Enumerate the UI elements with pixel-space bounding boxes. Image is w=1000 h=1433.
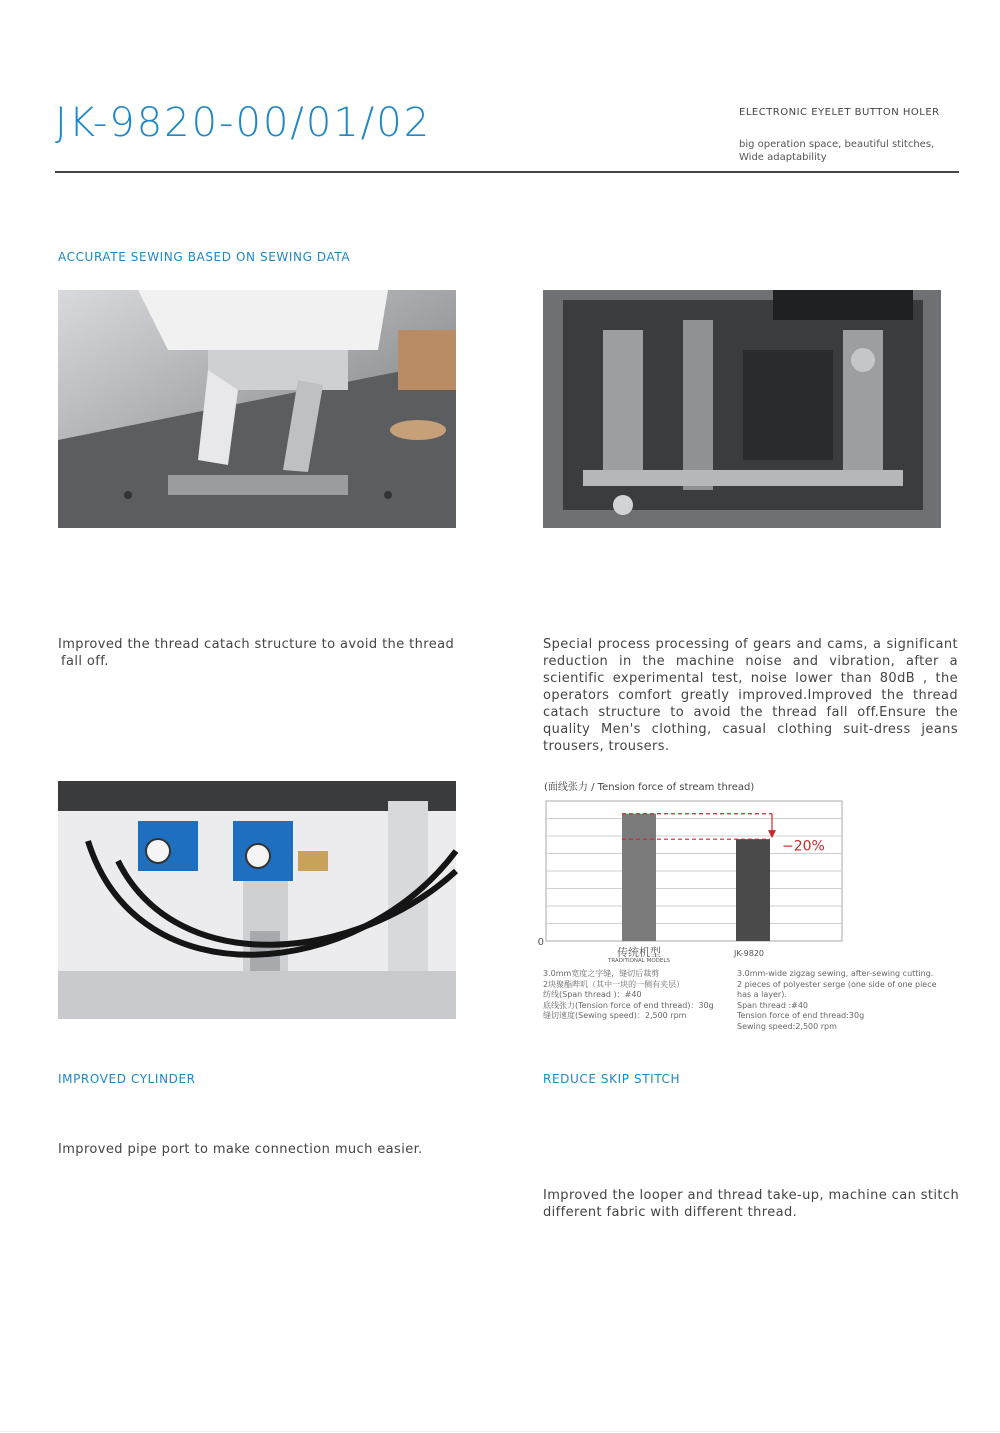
text-thread-catch [58, 636, 468, 670]
photo-gear-mechanism [543, 290, 941, 528]
bar-traditional-models [622, 814, 656, 941]
page-title: JK-9820-00/01/02 [55, 100, 432, 146]
category-sublabel-traditional: TRADITIONAL MODELS [608, 958, 670, 964]
text-looper-line-1: Improved the looper and thread take-up, machine can stitch [543, 1188, 960, 1203]
category-label-jk: JK-9820 [733, 949, 765, 958]
reduction-label: −20% [782, 838, 825, 855]
caption-jk-line: 2 pieces of polyester serge (one side of one piece [737, 979, 937, 989]
photo-air-regulator [58, 781, 456, 1019]
page-bottom-edge [0, 1431, 1000, 1432]
caption-jk-line: Tension force of end thread:30g [737, 1011, 865, 1020]
caption-traditional-line: 缝切速度(Sewing speed)：2,500 rpm [543, 1011, 687, 1020]
category-label-traditional: 传统机型 [617, 946, 661, 959]
chart-title: (面线张力 / Tension force of stream thread) [544, 782, 755, 793]
caption-jk-line: Span thread :#40 [737, 1000, 809, 1010]
caption-traditional-line: 3.0mm宽度之字缝，缝切后裁剪 [543, 969, 660, 978]
product-subtitle: ELECTRONIC EYELET BUTTON HOLER [739, 107, 940, 118]
text-noise-reduction: Special process processing of gears and cams, a significant reduction in the machine noise and vibration, after a scientific experimental test, noise lower than 80dB , the operators comfort greatly improved.Improved the thread catach structure to avoid the thread fall off.Ensure the quality Men's clothing, casual clothing suit-dress jeans trousers, trousers. [543, 637, 958, 754]
caption-traditional-line: 底线张力(Tension force of end thread)：30g [543, 1000, 714, 1010]
section-heading-accurate-sewing: ACCURATE SEWING BASED ON SEWING DATA [58, 250, 351, 264]
caption-traditional-line: 纺线(Span thread )：#40 [543, 990, 642, 999]
caption-jk-line: 3.0mm-wide zigzag sewing, after-sewing cutting. [737, 969, 934, 978]
caption-jk-line: Sewing speed:2,500 rpm [737, 1021, 837, 1031]
caption-jk [737, 969, 962, 1032]
text-pipe-port: Improved pipe port to make connection much easier. [58, 1142, 423, 1157]
header-divider [55, 171, 959, 173]
caption-traditional [543, 969, 733, 1022]
section-heading-improved-cylinder: IMPROVED CYLINDER [58, 1072, 196, 1086]
text-looper [543, 1187, 963, 1221]
photo-presser-foot [58, 290, 456, 528]
bar-jk-9820 [736, 839, 770, 941]
text-thread-catch-line-2: fall off. [61, 654, 109, 669]
text-looper-line-2: different fabric with different thread. [543, 1205, 798, 1220]
y-tick-zero: 0 [537, 937, 544, 948]
caption-traditional-line: 2块聚酯哔叽（其中一块的一侧有夹层） [543, 979, 685, 989]
product-tagline [739, 138, 969, 164]
section-heading-reduce-skip-stitch: REDUCE SKIP STITCH [543, 1072, 681, 1086]
tagline-line-1: big operation space, beautiful stitches, [739, 139, 935, 150]
text-thread-catch-line-1: Improved the thread catach structure to avoid the thread [58, 637, 455, 652]
tagline-line-2: Wide adaptability [739, 152, 827, 163]
caption-jk-line: has a layer). [737, 990, 787, 999]
